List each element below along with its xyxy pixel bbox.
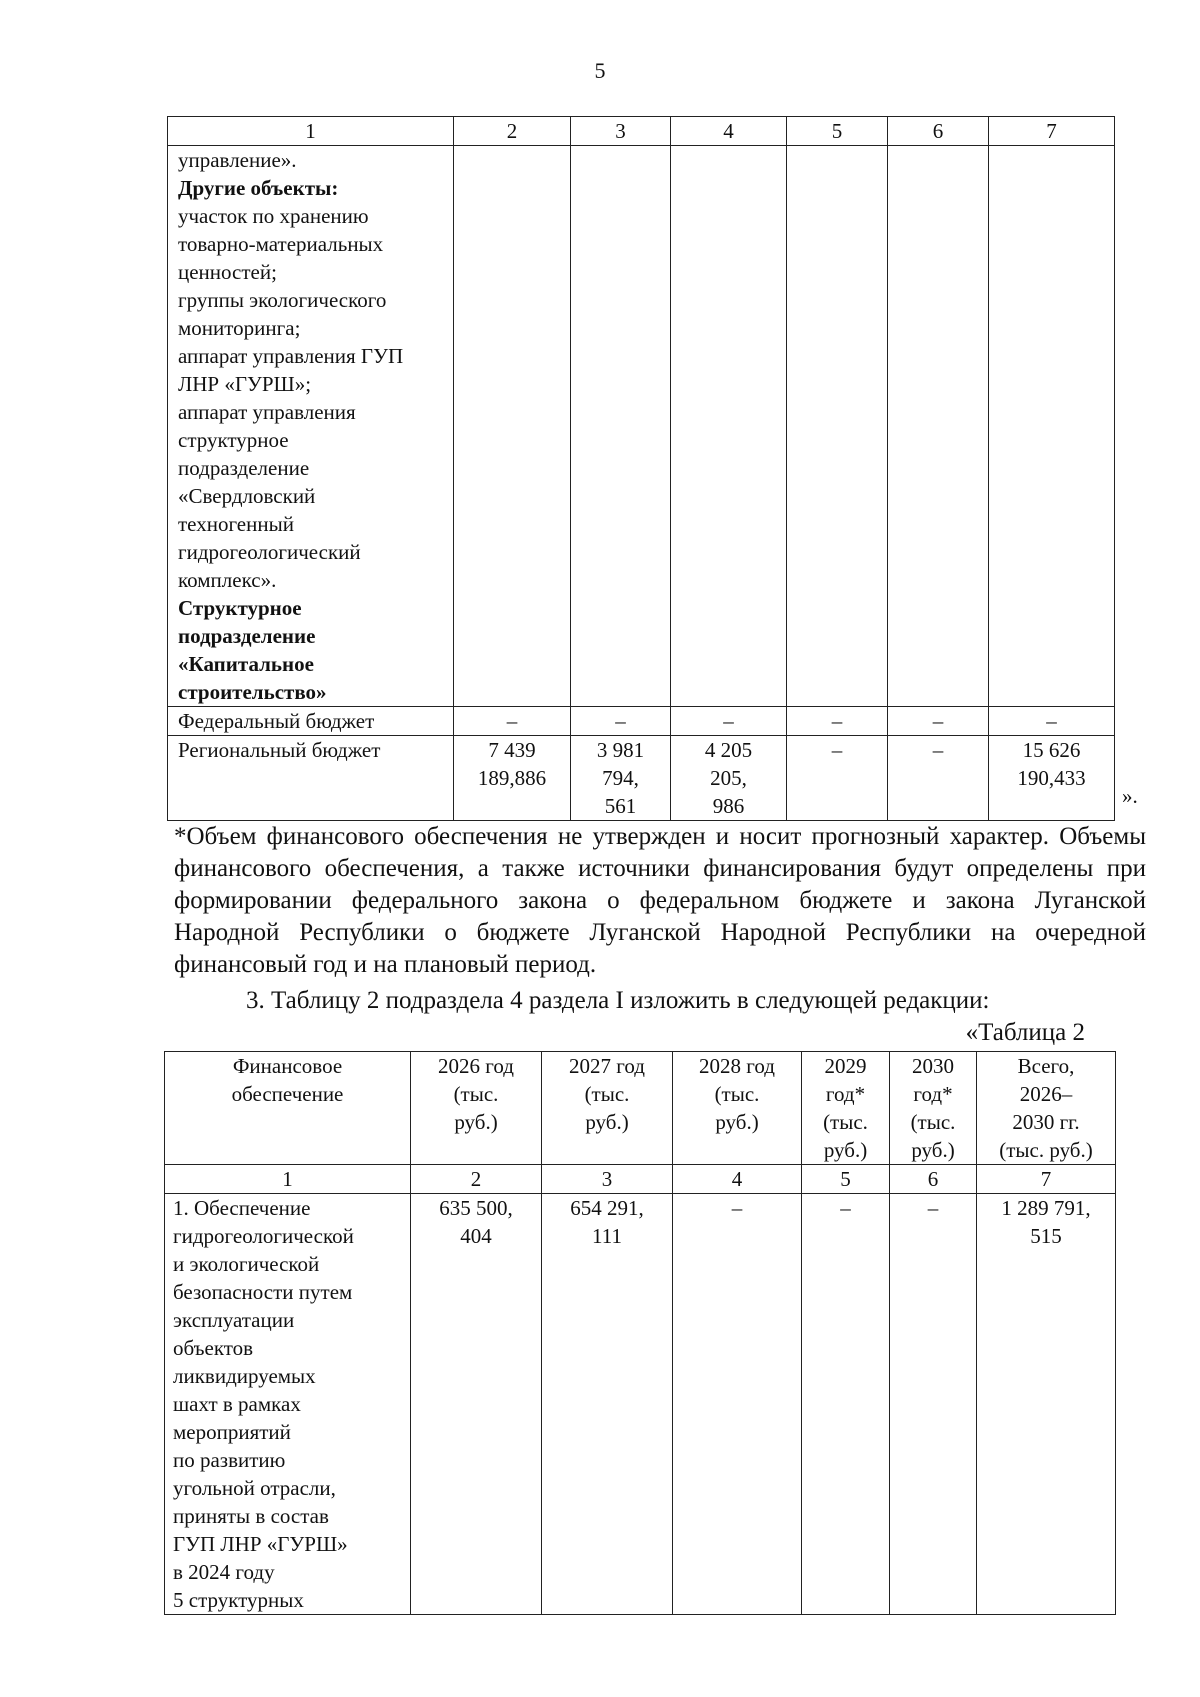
- column-number: 7: [977, 1165, 1116, 1194]
- column-number: 3: [571, 117, 671, 146]
- column-number: 6: [888, 117, 989, 146]
- object-line: гидрогеологический: [178, 540, 361, 564]
- object-line: техногенный: [178, 512, 294, 536]
- empty-cell: [571, 146, 671, 707]
- table-cell: –: [890, 1194, 977, 1615]
- column-number: 7: [989, 117, 1115, 146]
- column-number: 3: [542, 1165, 673, 1194]
- table-cell: –: [671, 707, 787, 736]
- empty-cell: [888, 146, 989, 707]
- column-number-row: [168, 117, 1115, 146]
- object-line: ЛНР «ГУРШ»;: [178, 372, 312, 396]
- table-cell: –: [673, 1194, 802, 1615]
- amendment-paragraph: 3. Таблицу 2 подраздела 4 раздела I изложить в следующей редакции:: [246, 987, 990, 1014]
- table-cell: 4 205 205, 986: [671, 736, 787, 821]
- column-number: 4: [671, 117, 787, 146]
- empty-cell: [787, 146, 888, 707]
- table-row: [168, 146, 1115, 707]
- empty-cell: [989, 146, 1115, 707]
- table-cell: –: [787, 736, 888, 821]
- object-line: аппарат управления: [178, 400, 356, 424]
- table-cell: 1 289 791, 515: [977, 1194, 1116, 1615]
- footnote: *Объем финансового обеспечения не утвержден и носит прогнозный характер. Объемы финансового обеспечения, а также источники финансирования будут определены при формировании федерального закона о федеральном бюджете и закона Луганской Народной Республики о бюджете Луганской Народной Республики на очередной финансовый год и на плановый период.: [174, 823, 1146, 978]
- column-header: 2026 год (тыс. руб.): [411, 1052, 542, 1165]
- object-line: комплекс».: [178, 568, 277, 592]
- column-number: 6: [890, 1165, 977, 1194]
- empty-cell: [454, 146, 571, 707]
- column-header: 2030 год* (тыс. руб.): [890, 1052, 977, 1165]
- funding-table-continuation: [167, 116, 1115, 821]
- object-line: «Свердловский: [178, 484, 316, 508]
- table-caption: «Таблица 2: [965, 1019, 1085, 1046]
- column-number: 1: [165, 1165, 411, 1194]
- column-number: 1: [168, 117, 454, 146]
- column-number: 4: [673, 1165, 802, 1194]
- table-cell: –: [888, 707, 989, 736]
- table-cell: 3 981 794, 561: [571, 736, 671, 821]
- empty-cell: [671, 146, 787, 707]
- bold-heading-line: строительство»: [178, 680, 327, 704]
- closing-quote: ».: [1122, 784, 1138, 808]
- table-cell: –: [571, 707, 671, 736]
- funding-table-2: [164, 1051, 1116, 1615]
- bold-heading-line: Другие объекты:: [178, 176, 339, 200]
- table-cell: –: [888, 736, 989, 821]
- row-label: Федеральный бюджет: [168, 707, 454, 736]
- row-label: Региональный бюджет: [168, 736, 454, 821]
- objects-list-cell: [168, 146, 454, 707]
- column-header: 2027 год (тыс. руб.): [542, 1052, 673, 1165]
- column-header: Всего, 2026– 2030 гг. (тыс. руб.): [977, 1052, 1116, 1165]
- table-cell: –: [787, 707, 888, 736]
- table-row: [168, 736, 1115, 821]
- column-number: 5: [802, 1165, 890, 1194]
- row-label: 1. Обеспечение гидрогеологической и экологической безопасности путем эксплуатации объектов ликвидируемых шахт в рамках мероприятий по развитию угольной отрасли, приняты в состав ГУП ЛНР «ГУРШ» в 2024 году 5 структурных: [165, 1194, 411, 1615]
- object-line: аппарат управления ГУП: [178, 344, 404, 368]
- column-number: 5: [787, 117, 888, 146]
- column-number: 2: [454, 117, 571, 146]
- object-line: товарно-материальных: [178, 232, 384, 256]
- header-row: [165, 1052, 1116, 1165]
- object-line: управление».: [178, 148, 297, 172]
- object-line: участок по хранению: [178, 204, 369, 228]
- page-number: 5: [594, 58, 606, 83]
- object-line: мониторинга;: [178, 316, 301, 340]
- table-cell: –: [802, 1194, 890, 1615]
- column-number: 2: [411, 1165, 542, 1194]
- column-header: 2028 год (тыс. руб.): [673, 1052, 802, 1165]
- table-row: [165, 1194, 1116, 1615]
- object-line: структурное: [178, 428, 289, 452]
- column-number-row: [165, 1165, 1116, 1194]
- table-cell: 7 439 189,886: [454, 736, 571, 821]
- table-cell: 654 291, 111: [542, 1194, 673, 1615]
- table-cell: 635 500, 404: [411, 1194, 542, 1615]
- column-header: Финансовое обеспечение: [165, 1052, 411, 1165]
- table-cell: –: [989, 707, 1115, 736]
- bold-heading-line: подразделение: [178, 624, 316, 648]
- table-cell: 15 626 190,433: [989, 736, 1115, 821]
- object-line: ценностей;: [178, 260, 277, 284]
- bold-heading-line: Структурное: [178, 596, 302, 620]
- table-cell: –: [454, 707, 571, 736]
- column-header: 2029 год* (тыс. руб.): [802, 1052, 890, 1165]
- table-row: [168, 707, 1115, 736]
- object-line: подразделение: [178, 456, 310, 480]
- bold-heading-line: «Капитальное: [178, 652, 314, 676]
- object-line: группы экологического: [178, 288, 387, 312]
